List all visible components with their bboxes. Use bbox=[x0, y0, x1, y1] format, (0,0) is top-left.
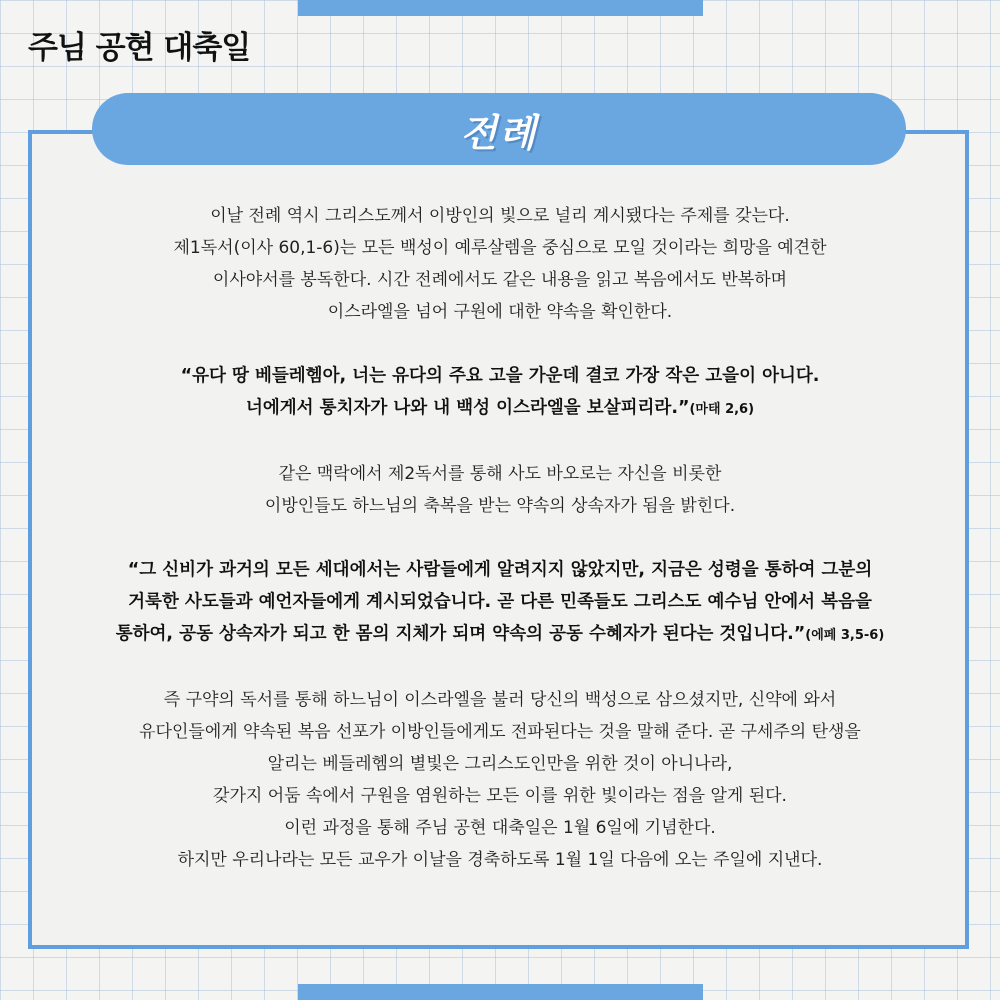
quote-citation: (마태 2,6) bbox=[689, 402, 755, 417]
text-line: 같은 맥락에서 제2독서를 통해 사도 바오로는 자신을 비롯한 bbox=[278, 464, 722, 484]
top-decor-bar bbox=[298, 0, 703, 16]
text-line: 제1독서(이사 60,1-6)는 모든 백성이 예루살렘을 중심으로 모일 것이라는 희망을 예견한 bbox=[173, 238, 827, 258]
text-line: 이스라엘을 넘어 구원에 대한 약속을 확인한다. bbox=[327, 302, 673, 322]
quote-ephesians bbox=[33, 554, 967, 652]
quote-line: 너에게서 통치자가 나와 내 백성 이스라엘을 보살피리라.” bbox=[245, 398, 690, 418]
text-line: 즉 구약의 독서를 통해 하느님이 이스라엘을 불러 당신의 백성으로 삼으셨지만, 신약에 와서 bbox=[163, 690, 837, 710]
quote-line: “유다 땅 베들레헴아, 너는 유다의 주요 고을 가운데 결코 가장 작은 고을이 아니다. bbox=[180, 366, 820, 386]
paragraph-second-reading bbox=[40, 458, 960, 522]
text-line: 이날 전례 역시 그리스도께서 이방인의 빛으로 널리 계시됐다는 주제를 갖는다. bbox=[210, 206, 790, 226]
text-line: 하지만 우리나라는 모든 교우가 이날을 경축하도록 1월 1일 다음에 오는 주일에 지낸다. bbox=[177, 850, 823, 870]
paragraph-conclusion bbox=[40, 684, 960, 876]
quote-line: 거룩한 사도들과 예언자들에게 계시되었습니다. 곧 다른 민족들도 그리스도 예수님 안에서 복음을 bbox=[128, 592, 872, 612]
text-line: 갖가지 어둠 속에서 구원을 염원하는 모든 이를 위한 빛이라는 점을 알게 된다. bbox=[213, 786, 787, 806]
section-title: 전례 bbox=[460, 110, 538, 155]
quote-matthew bbox=[40, 360, 960, 426]
quote-line: “그 신비가 과거의 모든 세대에서는 사람들에게 알려지지 않았지만, 지금은 성령을 통하여 그분의 bbox=[127, 560, 873, 580]
text-line: 알리는 베들레헴의 별빛은 그리스도인만을 위한 것이 아니나라, bbox=[267, 754, 733, 774]
bottom-decor-bar bbox=[298, 984, 703, 1000]
text-line: 유다인들에게 약속된 복음 선포가 이방인들에게도 전파된다는 것을 말해 준다. 곧 구세주의 탄생을 bbox=[139, 722, 861, 742]
page-title: 주님 공현 대축일 bbox=[28, 30, 251, 66]
quote-line: 통하여, 공동 상속자가 되고 한 몸의 지체가 되며 약속의 공동 수혜자가 된다는 것입니다.” bbox=[115, 624, 806, 644]
article-body bbox=[40, 200, 960, 876]
section-banner bbox=[92, 93, 906, 165]
text-line: 이방인들도 하느님의 축복을 받는 약속의 상속자가 됨을 밝힌다. bbox=[264, 496, 736, 516]
quote-citation: (에페 3,5-6) bbox=[805, 628, 885, 643]
paragraph-intro bbox=[40, 200, 960, 328]
text-line: 이사야서를 봉독한다. 시간 전례에서도 같은 내용을 읽고 복음에서도 반복하며 bbox=[212, 270, 788, 290]
text-line: 이런 과정을 통해 주님 공현 대축일은 1월 6일에 기념한다. bbox=[284, 818, 716, 838]
